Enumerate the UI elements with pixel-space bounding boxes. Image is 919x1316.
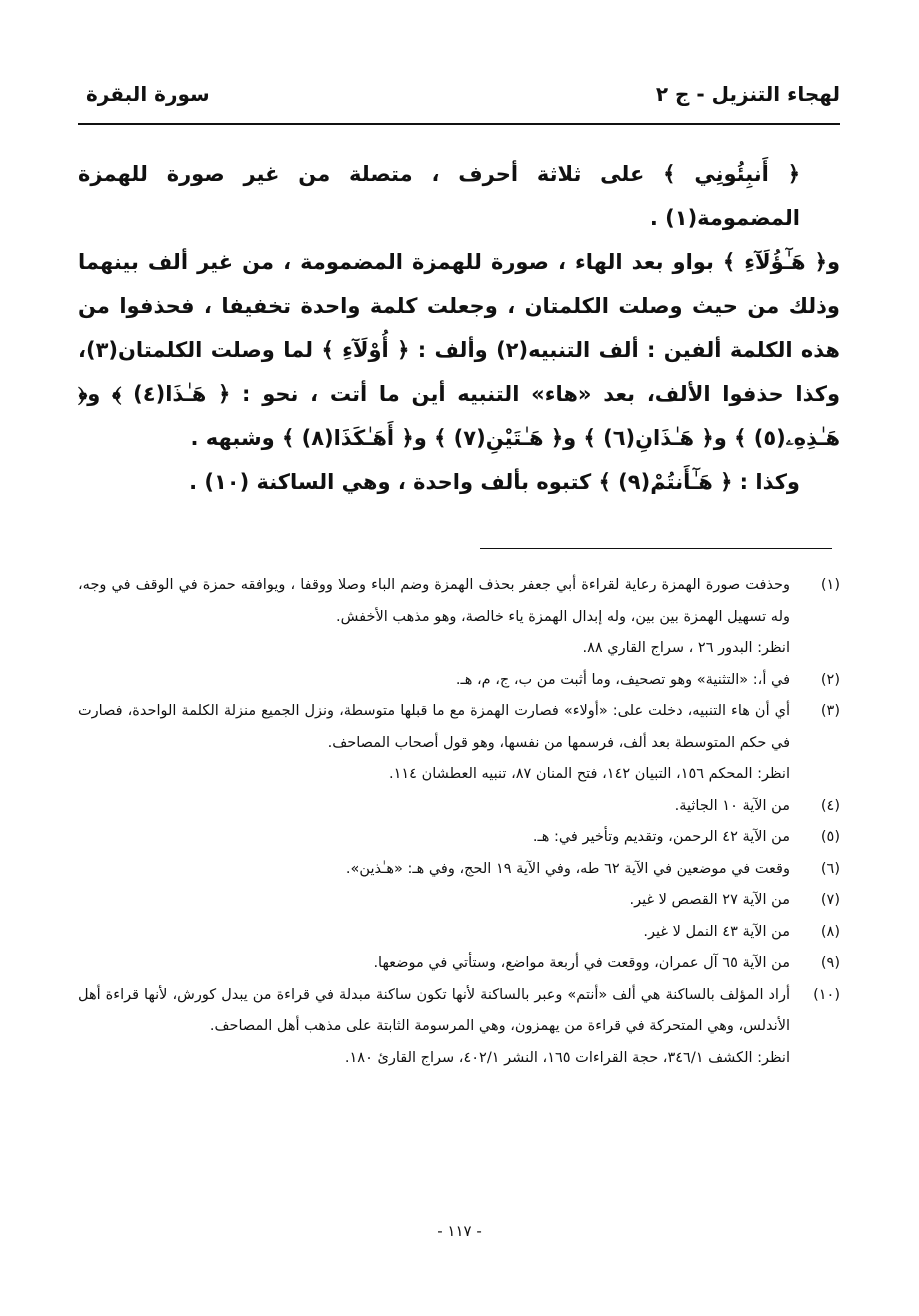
main-paragraph-2: و﴿ هَـٰٓؤُلَآءِ ﴾ بواو بعد الهاء ، صورة للهمزة المضمومة ، من غير ألف بينهما وذلك من حيث وصلت الكلمتان ، وجعلت كلمة واحدة تخفيفا ، فحذفوا من هذه الكلمة ألفين : ألف التنبيه(٢) وألف : ﴿ أُوْلَآءِ ﴾ لما وصلت الكلمتان(٣)، وكذا حذفوا الألف، بعد «هاء» التنبيه أين ما أتت ، نحو : ﴿ هَـٰذَا(٤) ﴾ و﴿ هَـٰذِهِۦ(٥) ﴾ و﴿ هَـٰذَانِ(٦) ﴾ و﴿ هَـٰتَيْنِ(٧) ﴾ و﴿ أَهَـٰكَذَا(٨) ﴾ وشبهه . — [78, 250, 840, 450]
main-paragraph-3: وكذا : ﴿ هَـٰٓأَنتُمْ(٩) ﴾ كتبوه بألف واحدة ، وهي الساكنة (١٠) . — [189, 470, 800, 494]
footnote-1 — [78, 570, 840, 633]
footnote-number: (١٠) — [813, 986, 840, 1003]
footnote-number: (٧) — [820, 892, 840, 908]
page-number: - ١١٧ - — [437, 1222, 482, 1240]
footnote-separator — [480, 548, 832, 549]
footnote-reference: انظر: البدور ٢٦ ، سراج القاري ٨٨. — [582, 640, 790, 656]
footnote-text: من الآية ٤٣ النمل لا غير. — [643, 923, 790, 940]
footnote-text: من الآية ٦٥ آل عمران، ووقعت في أربعة مواضع، وستأتي في موضعها. — [373, 955, 790, 971]
footnote-number: (٩) — [820, 955, 840, 971]
footnote-text: أي أن هاء التنبيه، دخلت على: «أولاء» فصارت الهمزة مع ما قبلها متوسطة، ونزل الجميع منزلة الكلمة الواحدة، فصارت في حكم المتوسطة بعد ألف، فرسمها من نفسها، وهو قول أصحاب المصاحف. — [78, 703, 790, 751]
footnote-5 — [78, 822, 840, 854]
footnote-7 — [78, 885, 840, 917]
main-text — [78, 152, 840, 504]
footnote-text: في أ،: «التثنية» وهو تصحيف، وما أثبت من ب، ج، م، هـ. — [455, 671, 790, 688]
running-header — [78, 82, 840, 118]
footnote-4 — [78, 791, 840, 823]
main-paragraph-1: ﴿ أَنبِئُونِي ﴾ على ثلاثة أحرف ، متصلة من غير صورة للهمزة المضمومة(١) . — [78, 162, 800, 230]
footnote-10 — [78, 980, 840, 1043]
footnote-number: (٤) — [820, 797, 840, 814]
footnote-text: وقعت في موضعين في الآية ٦٢ طه، وفي الآية ١٩ الحج، وفي هـ: «هـٰذين». — [345, 860, 790, 877]
footnote-number: (٢) — [820, 671, 840, 688]
header-divider — [78, 123, 840, 125]
footnote-number: (٣) — [820, 703, 840, 719]
footnote-number: (٨) — [820, 923, 840, 940]
footnote-3 — [78, 696, 840, 759]
footnote-2 — [78, 665, 840, 697]
footnote-6 — [78, 854, 840, 886]
footnote-text: من الآية ١٠ الجاثية. — [674, 797, 790, 814]
footnote-number: (٦) — [820, 860, 840, 877]
header-surah-name: سورة البقرة — [86, 82, 210, 106]
footnote-8 — [78, 917, 840, 949]
footnote-text: من الآية ٢٧ القصص لا غير. — [629, 892, 790, 908]
footnote-reference: انظر: المحكم ١٥٦، التبيان ١٤٢، فتح المنان ٨٧، تنبيه العطشان ١١٤. — [388, 766, 790, 782]
footnotes — [78, 570, 840, 1074]
footnote-text: وحذفت صورة الهمزة رعاية لقراءة أبي جعفر بحذف الهمزة وضم الباء وصلا ووقفا ، ويوافقه حمزة في الوقف في وجه، وله تسهيل الهمزة بين بين، وله إبدال الهمزة ياء خالصة، وهو مذهب الأخفش. — [78, 577, 790, 625]
footnote-text: أراد المؤلف بالساكنة هي ألف «أنتم» وعبر بالساكنة لأنها تكون ساكنة مبدلة في قراءة من يبدل كورش، لأنها قراءة أهل الأندلس، وهي المتحركة في قراءة من يهمزون، وهي المرسومة الثابتة على مذهب أهل المصاحف. — [78, 986, 790, 1034]
header-book-title: لهجاء التنزيل - ج ٢ — [655, 82, 840, 106]
footnote-number: (٥) — [820, 829, 840, 845]
footnote-9 — [78, 948, 840, 980]
footnote-text: من الآية ٤٢ الرحمن، وتقديم وتأخير في: هـ. — [532, 829, 790, 845]
footnote-reference: انظر: الكشف ٣٤٦/١، حجة القراءات ١٦٥، النشر ٤٠٢/١، سراج القارئ ١٨٠. — [344, 1049, 790, 1066]
footnote-number: (١) — [820, 577, 840, 593]
